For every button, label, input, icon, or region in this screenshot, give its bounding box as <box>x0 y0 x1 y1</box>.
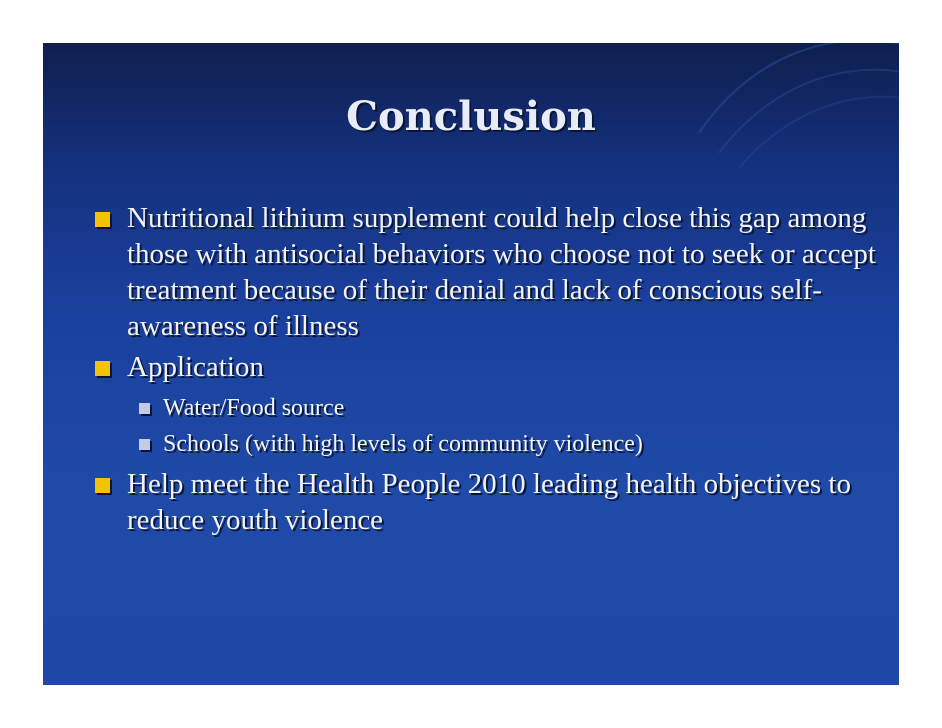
square-bullet-icon <box>95 478 110 493</box>
square-bullet-icon <box>95 361 110 376</box>
square-sub-bullet-icon <box>139 403 150 414</box>
sub-bullet-schools <box>93 426 883 462</box>
bullet-text: Help meet the Health People 2010 leading health objectives to reduce youth violence <box>127 468 851 536</box>
application-sub-list <box>93 390 883 462</box>
sub-bullet-water-food <box>93 390 883 426</box>
square-sub-bullet-icon <box>139 439 150 450</box>
bullet-text: Application <box>127 351 264 383</box>
sub-bullet-text: Schools (with high levels of community violence) <box>163 431 643 457</box>
bullet-application <box>93 349 883 385</box>
slide-title: Conclusion <box>346 93 596 140</box>
bullet-lithium-supplement <box>93 200 883 344</box>
slide-body <box>93 200 883 543</box>
bullet-text: Nutritional lithium supplement could help close this gap among those with antisocial behaviors who choose not to seek or accept treatment because of their denial and lack of conscious self-awareness of illness <box>127 202 876 342</box>
square-bullet-icon <box>95 212 110 227</box>
sub-bullet-text: Water/Food source <box>163 395 345 421</box>
bullet-health-people-2010 <box>93 466 883 538</box>
slide <box>43 43 899 685</box>
